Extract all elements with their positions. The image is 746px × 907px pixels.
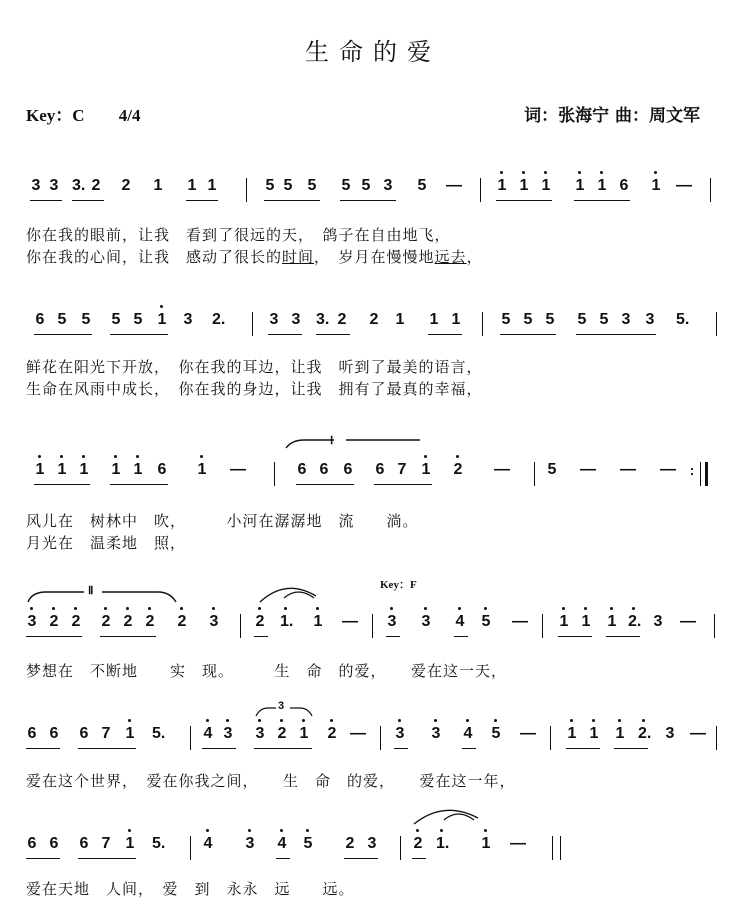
note: — — [512, 613, 528, 630]
beam — [558, 636, 592, 637]
beam — [100, 636, 156, 637]
beam — [454, 636, 468, 637]
note: 3 — [645, 311, 655, 328]
note: 6 — [27, 725, 37, 742]
final-bar-line — [552, 836, 553, 860]
lyric: 爱在这个世界， 爱在你我之间， 生 命 的爱， 爱在这一年， — [26, 772, 516, 790]
lyric-part: 你在我的心间，让我 感动了很长的 — [26, 248, 283, 266]
volta-mark: Ⅰ — [330, 435, 334, 447]
note: — — [350, 725, 366, 742]
note: — — [342, 613, 358, 630]
note: 6 — [375, 461, 385, 478]
note: — — [620, 461, 636, 478]
beam — [254, 636, 268, 637]
beam — [386, 636, 400, 637]
beam — [268, 334, 302, 335]
note: 3 — [621, 311, 631, 328]
note: 1 — [567, 725, 577, 742]
note: 5 — [481, 613, 491, 630]
beam — [428, 334, 462, 335]
note: 1 — [35, 461, 45, 478]
note: 1 — [57, 461, 67, 478]
bar-line — [710, 178, 711, 202]
lyric-verse-2: 生命在风雨中成长， 你在我的身边，让我 拥有了最真的幸福， — [26, 380, 483, 398]
note: 1 — [157, 311, 167, 328]
note: 3 — [665, 725, 675, 742]
note: 1 — [153, 177, 163, 194]
note: 3 — [367, 835, 377, 852]
beam — [412, 858, 426, 859]
note: 2 — [327, 725, 337, 742]
note: 3 — [223, 725, 233, 742]
note: 3. — [72, 177, 86, 194]
beam — [606, 636, 640, 637]
key-change-label: Key：F — [380, 579, 417, 591]
bar-line — [190, 726, 191, 750]
note: 1 — [559, 613, 569, 630]
note: 5 — [547, 461, 557, 478]
note: 3 — [653, 613, 663, 630]
note: 2 — [91, 177, 101, 194]
note: 6 — [27, 835, 37, 852]
note: 1 — [597, 177, 607, 194]
bar-line — [190, 836, 191, 860]
bar-line — [240, 614, 241, 638]
note: 5 — [303, 835, 313, 852]
note: 3 — [269, 311, 279, 328]
beam — [254, 748, 312, 749]
note: 1 — [125, 725, 135, 742]
bar-line — [534, 462, 535, 486]
note: 5 — [111, 311, 121, 328]
note: 3. — [316, 311, 330, 328]
beam — [340, 200, 396, 201]
note: 1 — [651, 177, 661, 194]
lyric-part-underlined: 远去 — [434, 248, 467, 266]
note: 5 — [341, 177, 351, 194]
note: 5. — [676, 311, 690, 328]
note: 6 — [619, 177, 629, 194]
beam — [614, 748, 648, 749]
beam — [316, 334, 350, 335]
note: 3 — [49, 177, 59, 194]
note: 7 — [101, 835, 111, 852]
note: 5 — [599, 311, 609, 328]
beam — [576, 334, 656, 335]
triplet-mark: 3 — [278, 700, 285, 712]
bar-line — [716, 312, 717, 336]
beam — [26, 636, 82, 637]
note: 5 — [283, 177, 293, 194]
lyric: 梦想在 不断地 实 现。 生 命 的爱， 爱在这一天， — [26, 662, 508, 680]
lyric-verse-1: 你在我的眼前，让我 看到了很远的天， 鸽子在自由地飞， — [26, 226, 451, 244]
note: 2 — [345, 835, 355, 852]
beam — [394, 748, 408, 749]
volta-mark: Ⅱ — [88, 585, 94, 597]
note: 5 — [491, 725, 501, 742]
note: 5 — [307, 177, 317, 194]
beam — [110, 334, 168, 335]
note: 2. — [212, 311, 226, 328]
note: 7 — [101, 725, 111, 742]
bar-line — [380, 726, 381, 750]
note: 6 — [49, 835, 59, 852]
note: 6 — [319, 461, 329, 478]
note: 6 — [49, 725, 59, 742]
note: 2 — [413, 835, 423, 852]
note: 1 — [519, 177, 529, 194]
beam — [202, 748, 236, 749]
note: 1 — [421, 461, 431, 478]
note: 4 — [277, 835, 287, 852]
lyric-verse-2: 月光在 温柔地 照， — [26, 534, 187, 552]
beam — [34, 484, 90, 485]
lyric-part-underlined: 时间 — [282, 248, 315, 266]
bar-line — [714, 614, 715, 638]
key-label: Key：C — [26, 106, 85, 125]
note: 5 — [523, 311, 533, 328]
note: 5. — [152, 835, 166, 852]
bar-line — [252, 312, 253, 336]
note: 3 — [387, 613, 397, 630]
note: 6 — [343, 461, 353, 478]
note: 5 — [577, 311, 587, 328]
note: 1 — [299, 725, 309, 742]
note: 2 — [121, 177, 131, 194]
note: 3 — [395, 725, 405, 742]
note: 3 — [245, 835, 255, 852]
slur — [410, 806, 484, 830]
bar-line — [274, 462, 275, 486]
note: 1 — [207, 177, 217, 194]
note: 1 — [395, 311, 405, 328]
beam — [500, 334, 556, 335]
beam — [574, 200, 630, 201]
note: 4 — [455, 613, 465, 630]
volta-bracket — [284, 436, 424, 456]
key-signature-line — [26, 101, 141, 126]
note: 3 — [291, 311, 301, 328]
note: — — [520, 725, 536, 742]
time-signature: 4/4 — [118, 106, 141, 125]
note: 5 — [501, 311, 511, 328]
bar-line — [246, 178, 247, 202]
bar-line — [700, 462, 701, 486]
lyric-part: ， 岁月在慢慢地 — [314, 248, 435, 266]
note: — — [446, 177, 462, 194]
lyric: 爱在天地 人间， 爱 到 永永 远 远。 — [26, 880, 355, 898]
note: 5 — [81, 311, 91, 328]
beam — [78, 858, 136, 859]
repeat-bar-line — [705, 462, 708, 486]
note: 1. — [436, 835, 450, 852]
note: 4 — [203, 725, 213, 742]
beam — [276, 858, 290, 859]
note: — — [510, 835, 526, 852]
note: 5 — [361, 177, 371, 194]
beam — [26, 858, 60, 859]
beam — [78, 748, 136, 749]
bar-line — [400, 836, 401, 860]
beam — [34, 334, 92, 335]
note: — — [580, 461, 596, 478]
bar-line — [480, 178, 481, 202]
note: 1. — [280, 613, 294, 630]
beam — [264, 200, 320, 201]
note: 1 — [187, 177, 197, 194]
note: 2 — [277, 725, 287, 742]
note: 5. — [152, 725, 166, 742]
note: 4 — [203, 835, 213, 852]
credits: 词：张海宁 曲：周文军 — [524, 106, 700, 126]
note: 3 — [255, 725, 265, 742]
note: 3 — [209, 613, 219, 630]
note: 1 — [615, 725, 625, 742]
beam — [344, 858, 378, 859]
note: 6 — [297, 461, 307, 478]
note: 1 — [451, 311, 461, 328]
note: 6 — [157, 461, 167, 478]
repeat-dots: : — [689, 462, 695, 478]
note: 2 — [337, 311, 347, 328]
note: 1 — [481, 835, 491, 852]
beam — [186, 200, 218, 201]
note: 2. — [638, 725, 652, 742]
lyric-verse-1: 风儿在 树林中 吹， 小河在潺潺地 流 淌。 — [26, 512, 419, 530]
note: 6 — [79, 725, 89, 742]
note: 3 — [383, 177, 393, 194]
note: 1 — [581, 613, 591, 630]
note: 1 — [125, 835, 135, 852]
bar-line — [372, 614, 373, 638]
note: — — [660, 461, 676, 478]
note: 4 — [463, 725, 473, 742]
note: 2 — [255, 613, 265, 630]
note: — — [230, 461, 246, 478]
note: 3 — [31, 177, 41, 194]
note: — — [690, 725, 706, 742]
note: 5 — [57, 311, 67, 328]
note: 1 — [541, 177, 551, 194]
bar-line — [716, 726, 717, 750]
note: 5 — [545, 311, 555, 328]
note: 1 — [497, 177, 507, 194]
beam — [496, 200, 552, 201]
note: 2 — [49, 613, 59, 630]
note: 3 — [27, 613, 37, 630]
note: — — [494, 461, 510, 478]
beam — [462, 748, 476, 749]
note: 7 — [397, 461, 407, 478]
beam — [296, 484, 354, 485]
lyric-verse-1: 鲜花在阳光下开放， 你在我的耳边，让我 听到了最美的语言， — [26, 358, 483, 376]
note: 2 — [369, 311, 379, 328]
note: 2 — [123, 613, 133, 630]
note: — — [680, 613, 696, 630]
note: 1 — [313, 613, 323, 630]
beam — [26, 748, 60, 749]
beam — [566, 748, 600, 749]
note: 2. — [628, 613, 642, 630]
note: 1 — [79, 461, 89, 478]
note: 1 — [589, 725, 599, 742]
note: 3 — [183, 311, 193, 328]
note: 6 — [35, 311, 45, 328]
final-bar-line — [560, 836, 561, 860]
beam — [110, 484, 168, 485]
note: 1 — [197, 461, 207, 478]
note: 1 — [429, 311, 439, 328]
slur — [256, 584, 322, 608]
note: 3 — [421, 613, 431, 630]
beam — [374, 484, 432, 485]
song-title: 生命的爱 — [305, 38, 441, 66]
note: 5 — [265, 177, 275, 194]
bar-line — [482, 312, 483, 336]
lyric-verse-2 — [26, 246, 483, 267]
note: 5 — [133, 311, 143, 328]
beam — [72, 200, 104, 201]
note: 1 — [575, 177, 585, 194]
bar-line — [542, 614, 543, 638]
bar-line — [550, 726, 551, 750]
note: 3 — [431, 725, 441, 742]
note: 2 — [177, 613, 187, 630]
note: 1 — [133, 461, 143, 478]
beam — [30, 200, 62, 201]
note: 2 — [101, 613, 111, 630]
note: — — [676, 177, 692, 194]
note: 2 — [71, 613, 81, 630]
note: 2 — [453, 461, 463, 478]
note: 1 — [607, 613, 617, 630]
note: 2 — [145, 613, 155, 630]
lyric-part: ， — [466, 248, 483, 266]
note: 6 — [79, 835, 89, 852]
note: 1 — [111, 461, 121, 478]
note: 5 — [417, 177, 427, 194]
